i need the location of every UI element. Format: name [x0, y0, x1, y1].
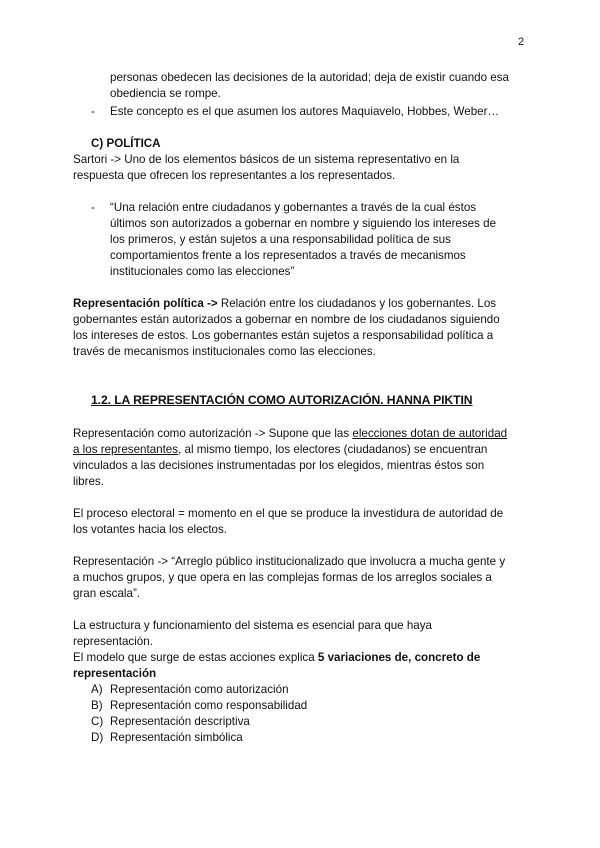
bullet-dash: -: [91, 201, 95, 214]
sartori-line-2: respuesta que ofrecen los representantes a los representados.: [73, 169, 396, 182]
rep-politica-definition: Relación entre los ciudadanos y los gobernantes. Los: [217, 297, 497, 310]
autorizacion-line-4: libres.: [73, 475, 104, 488]
modelo-line-1: [73, 650, 480, 666]
list-marker: C): [91, 715, 104, 728]
autorizacion-text: , al mismo tiempo, los electores (ciudadanos) se encuentran: [178, 443, 488, 456]
modelo-bold-text: 5 variaciones de, concreto de: [317, 651, 481, 664]
list-item-authors: Este concepto es el que asumen los autores Maquiavelo, Hobbes, Weber…: [110, 105, 500, 118]
list-marker: B): [91, 699, 103, 712]
list-marker: A): [91, 683, 103, 696]
representacion-def-line-2: a muchos grupos, y que opera en las complejas formas de los arreglos sociales a: [73, 571, 492, 584]
list-item: Representación descriptiva: [110, 715, 250, 728]
proceso-electoral-line-1: El proceso electoral = momento en el que se produce la investidura de autoridad de: [73, 507, 504, 520]
autorizacion-line-1: [73, 426, 507, 442]
autorizacion-line-2: [73, 442, 487, 458]
list-item: Representación simbólica: [110, 731, 243, 744]
underlined-phrase: a los representantes: [73, 443, 179, 456]
section-heading: 1.2. LA REPRESENTACIÓN COMO AUTORIZACIÓN. HANNA PIKTIN: [91, 393, 473, 407]
list-item: Representación como responsabilidad: [110, 699, 308, 712]
modelo-text: El modelo que surge de estas acciones explica: [73, 651, 318, 664]
representacion-def-line-3: gran escala”.: [73, 587, 141, 600]
estructura-line-2: representación.: [73, 635, 153, 648]
quote-line-1: “Una relación entre ciudadanos y gobernantes a través de la cual éstos: [110, 201, 477, 214]
proceso-electoral-line-2: los votantes hacia los electos.: [73, 523, 228, 536]
rep-politica-line-1: [73, 296, 496, 312]
autorizacion-text: Representación como autorización -> Supone que las: [73, 427, 353, 440]
quote-line-5: institucionales como las elecciones”: [110, 265, 295, 278]
quote-line-4: comportamientos frente a los representados a través de mecanismos: [110, 249, 466, 262]
section-c-title: C) POLÍTICA: [91, 137, 161, 150]
list-marker: D): [91, 731, 104, 744]
quote-line-2: últimos son autorizados a gobernar en nombre y siguiendo los intereses de: [110, 217, 497, 230]
list-continuation-line-2: obediencia se rompe.: [110, 87, 221, 100]
underlined-phrase: elecciones dotan de autoridad: [352, 427, 508, 440]
list-item: Representación como autorización: [110, 683, 289, 696]
list-continuation-line-1: personas obedecen las decisiones de la autoridad; deja de existir cuando esa: [110, 71, 509, 84]
rep-politica-line-3: los intereses de estos. Los gobernantes están sujetos a responsabilidad política a: [73, 329, 494, 342]
sartori-line-1: Sartori -> Uno de los elementos básicos de un sistema representativo en la: [73, 153, 460, 166]
rep-politica-line-4: través de mecanismos institucionales como las elecciones.: [73, 345, 376, 358]
representacion-def-line-1: Representación -> “Arreglo público institucionalizado que involucra a mucha gente y: [73, 555, 506, 568]
quote-line-3: los primeros, y están sujetos a una responsabilidad política de sus: [110, 233, 451, 246]
rep-politica-line-2: gobernantes están autorizados a gobernar en nombre de los ciudadanos siguiendo: [73, 313, 500, 326]
estructura-line-1: La estructura y funcionamiento del sistema es esencial para que haya: [73, 619, 432, 632]
autorizacion-line-3: vinculados a las decisiones instrumentadas por los elegidos, mientras éstos son: [73, 459, 485, 472]
modelo-line-2: representación: [73, 667, 157, 680]
page-number: 2: [518, 36, 525, 48]
bullet-dash: -: [91, 105, 95, 118]
rep-politica-term: Representación política ->: [73, 297, 218, 310]
